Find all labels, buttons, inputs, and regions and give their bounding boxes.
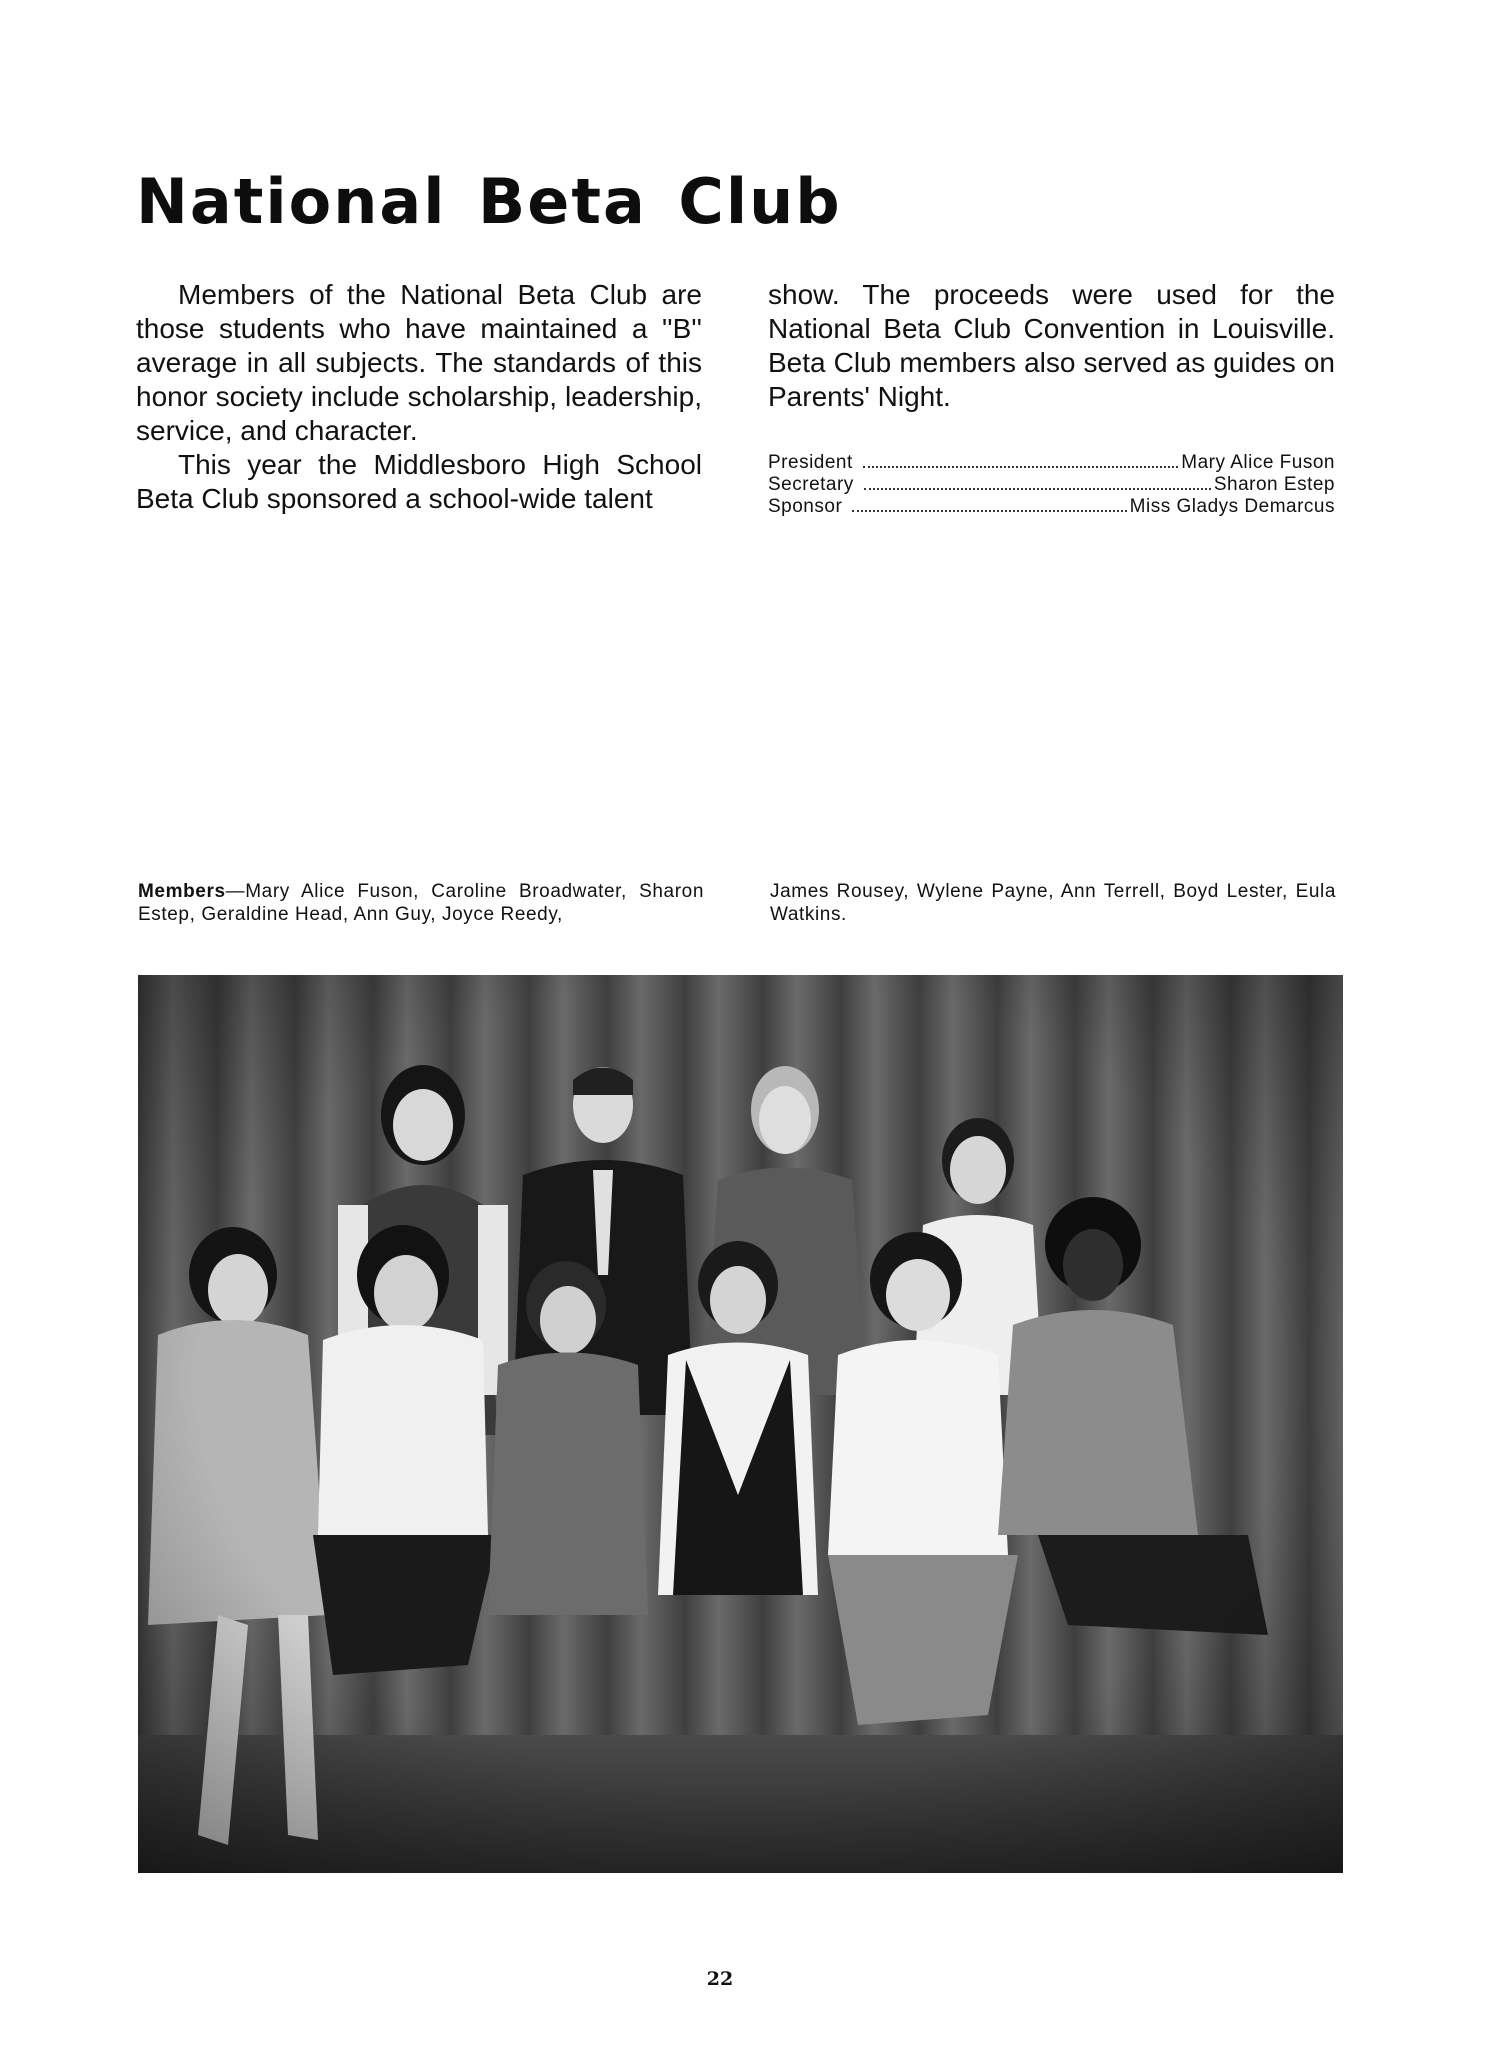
- officer-row-secretary: [768, 474, 1335, 496]
- leader-dots: [864, 487, 1211, 490]
- talent-show-paragraph-continued: show. The proceeds were used for the National Beta Club Convention in Louisville. Beta Club members also served as guides on Parents' Night.: [768, 279, 1335, 412]
- leader-dots: [863, 465, 1178, 468]
- talent-show-paragraph: This year the Middlesboro High School Beta Club sponsored a school-wide talent: [136, 449, 702, 514]
- body-text-right-column: [768, 278, 1335, 414]
- members-dash: —: [225, 881, 246, 902]
- officer-name: Mary Alice Fuson: [1181, 452, 1335, 473]
- officers-list: [768, 452, 1335, 518]
- officer-role: Secretary: [768, 474, 854, 495]
- leader-dots: [852, 509, 1126, 512]
- body-text-left-column: [136, 278, 702, 516]
- officer-row-sponsor: [768, 496, 1335, 518]
- officer-role: President: [768, 452, 853, 473]
- members-label: Members: [138, 881, 226, 902]
- page-number: 22: [706, 1968, 734, 1990]
- members-names-continued: James Rousey, Wylene Payne, Ann Terrell, Boyd Lester, Eula Watkins.: [770, 881, 1336, 925]
- members-caption-right: [770, 880, 1336, 926]
- group-photo: [138, 975, 1343, 1873]
- officer-row-president: [768, 452, 1335, 474]
- officer-role: Sponsor: [768, 496, 843, 517]
- members-caption-left: [138, 880, 704, 926]
- officer-name: Sharon Estep: [1213, 474, 1335, 495]
- photo-vignette: [138, 975, 1343, 1873]
- officer-name: Miss Gladys Demarcus: [1129, 496, 1335, 517]
- intro-paragraph: Members of the National Beta Club are those students who have maintained a ''B'' average in all subjects. The standards of this honor society include scholarship, leadership, service, and character.: [136, 279, 702, 446]
- page-title: National Beta Club: [136, 165, 842, 238]
- members-names: Mary Alice Fuson, Caroline Broadwater, Sharon Estep, Geraldine Head, Ann Guy, Joyce Reedy,: [138, 881, 704, 925]
